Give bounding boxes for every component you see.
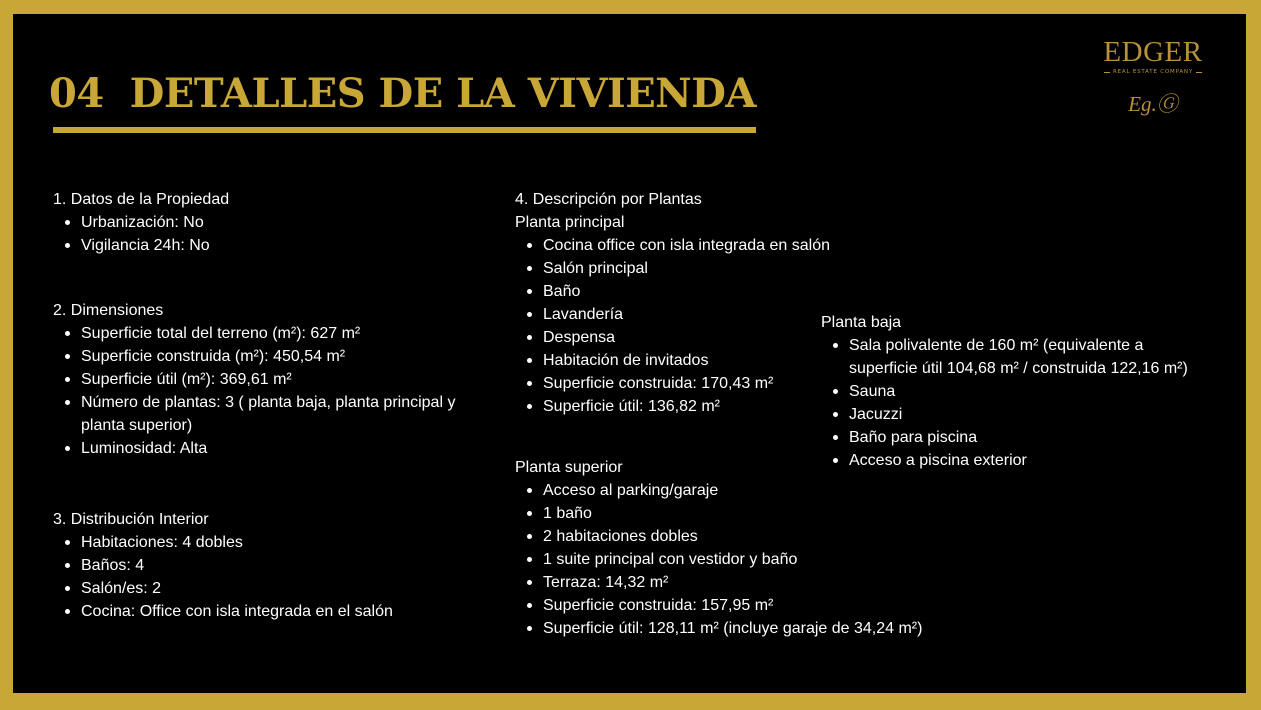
page-title (49, 70, 756, 118)
list-item (81, 391, 455, 437)
list-item-line: planta superior) (81, 417, 193, 434)
list-item: Lavandería (543, 303, 830, 326)
section-datos-propiedad (53, 188, 229, 257)
title-underline (53, 127, 756, 133)
list-item-line: superficie útil 104,68 m² / construida 122,16 m²) (849, 360, 1188, 377)
list-item: Habitación de invitados (543, 349, 830, 372)
section-heading: 1. Datos de la Propiedad (53, 191, 230, 208)
section-number: 04 (49, 70, 104, 117)
list-item: 2 habitaciones dobles (543, 525, 922, 548)
tagline-dash-left (1104, 72, 1110, 73)
list-item: Acceso al parking/garaje (543, 479, 922, 502)
list-item: Despensa (543, 326, 830, 349)
list-item: Luminosidad: Alta (81, 437, 455, 460)
title-text: DETALLES DE LA VIVIENDA (129, 70, 756, 117)
bullet-list (821, 334, 1188, 472)
list-item: Jacuzzi (849, 403, 1188, 426)
brand-tagline-row (1093, 68, 1213, 76)
list-item: Superficie construida (m²): 450,54 m² (81, 345, 455, 368)
brand-tagline: REAL ESTATE COMPANY (1112, 69, 1193, 75)
brand-logo (1093, 36, 1213, 116)
list-item: Superficie útil: 128,11 m² (incluye garaje de 34,24 m²) (543, 617, 922, 640)
list-item: Salón/es: 2 (81, 577, 393, 600)
list-item: Urbanización: No (81, 211, 229, 234)
list-item: Cocina office con isla integrada en salón (543, 234, 830, 257)
brand-monogram: Eg.Ⓖ (1128, 92, 1178, 116)
list-item: Superficie total del terreno (m²): 627 m² (81, 322, 455, 345)
list-item: Terraza: 14,32 m² (543, 571, 922, 594)
list-item: Sauna (849, 380, 1188, 403)
list-item: Superficie útil (m²): 369,61 m² (81, 368, 455, 391)
bullet-list (53, 322, 455, 460)
subsection-heading-planta-principal: Planta principal (515, 214, 625, 231)
section-heading: 2. Dimensiones (53, 302, 164, 319)
list-item: Superficie construida: 157,95 m² (543, 594, 922, 617)
subsection-heading-planta-superior: Planta superior (515, 459, 623, 476)
slide (13, 14, 1246, 693)
section-planta-baja (821, 311, 1188, 472)
list-item: Baño para piscina (849, 426, 1188, 449)
list-item: 1 baño (543, 502, 922, 525)
list-item (849, 334, 1188, 380)
section-heading: 3. Distribución Interior (53, 511, 209, 528)
bullet-list (53, 211, 229, 257)
section-descripcion-plantas (515, 188, 830, 418)
list-item: Superficie útil: 136,82 m² (543, 395, 830, 418)
list-item: Baños: 4 (81, 554, 393, 577)
list-item-line: Sala polivalente de 160 m² (equivalente a (849, 337, 1144, 354)
bullet-list (515, 479, 922, 640)
brand-name: EDGER (1103, 36, 1203, 68)
list-item: Baño (543, 280, 830, 303)
list-item: Vigilancia 24h: No (81, 234, 229, 257)
section-heading: 4. Descripción por Plantas (515, 191, 702, 208)
section-dimensiones (53, 299, 455, 460)
bullet-list (515, 234, 830, 418)
list-item: 1 suite principal con vestidor y baño (543, 548, 922, 571)
list-item: Cocina: Office con isla integrada en el salón (81, 600, 393, 623)
subsection-heading-planta-baja: Planta baja (821, 314, 902, 331)
bullet-list (53, 531, 393, 623)
tagline-dash-right (1196, 72, 1202, 73)
list-item: Superficie construida: 170,43 m² (543, 372, 830, 395)
section-planta-superior (515, 456, 922, 640)
list-item: Salón principal (543, 257, 830, 280)
list-item: Acceso a piscina exterior (849, 449, 1188, 472)
list-item-line: Número de plantas: 3 ( planta baja, planta principal y (81, 394, 456, 411)
list-item: Habitaciones: 4 dobles (81, 531, 393, 554)
section-distribucion-interior (53, 508, 393, 623)
